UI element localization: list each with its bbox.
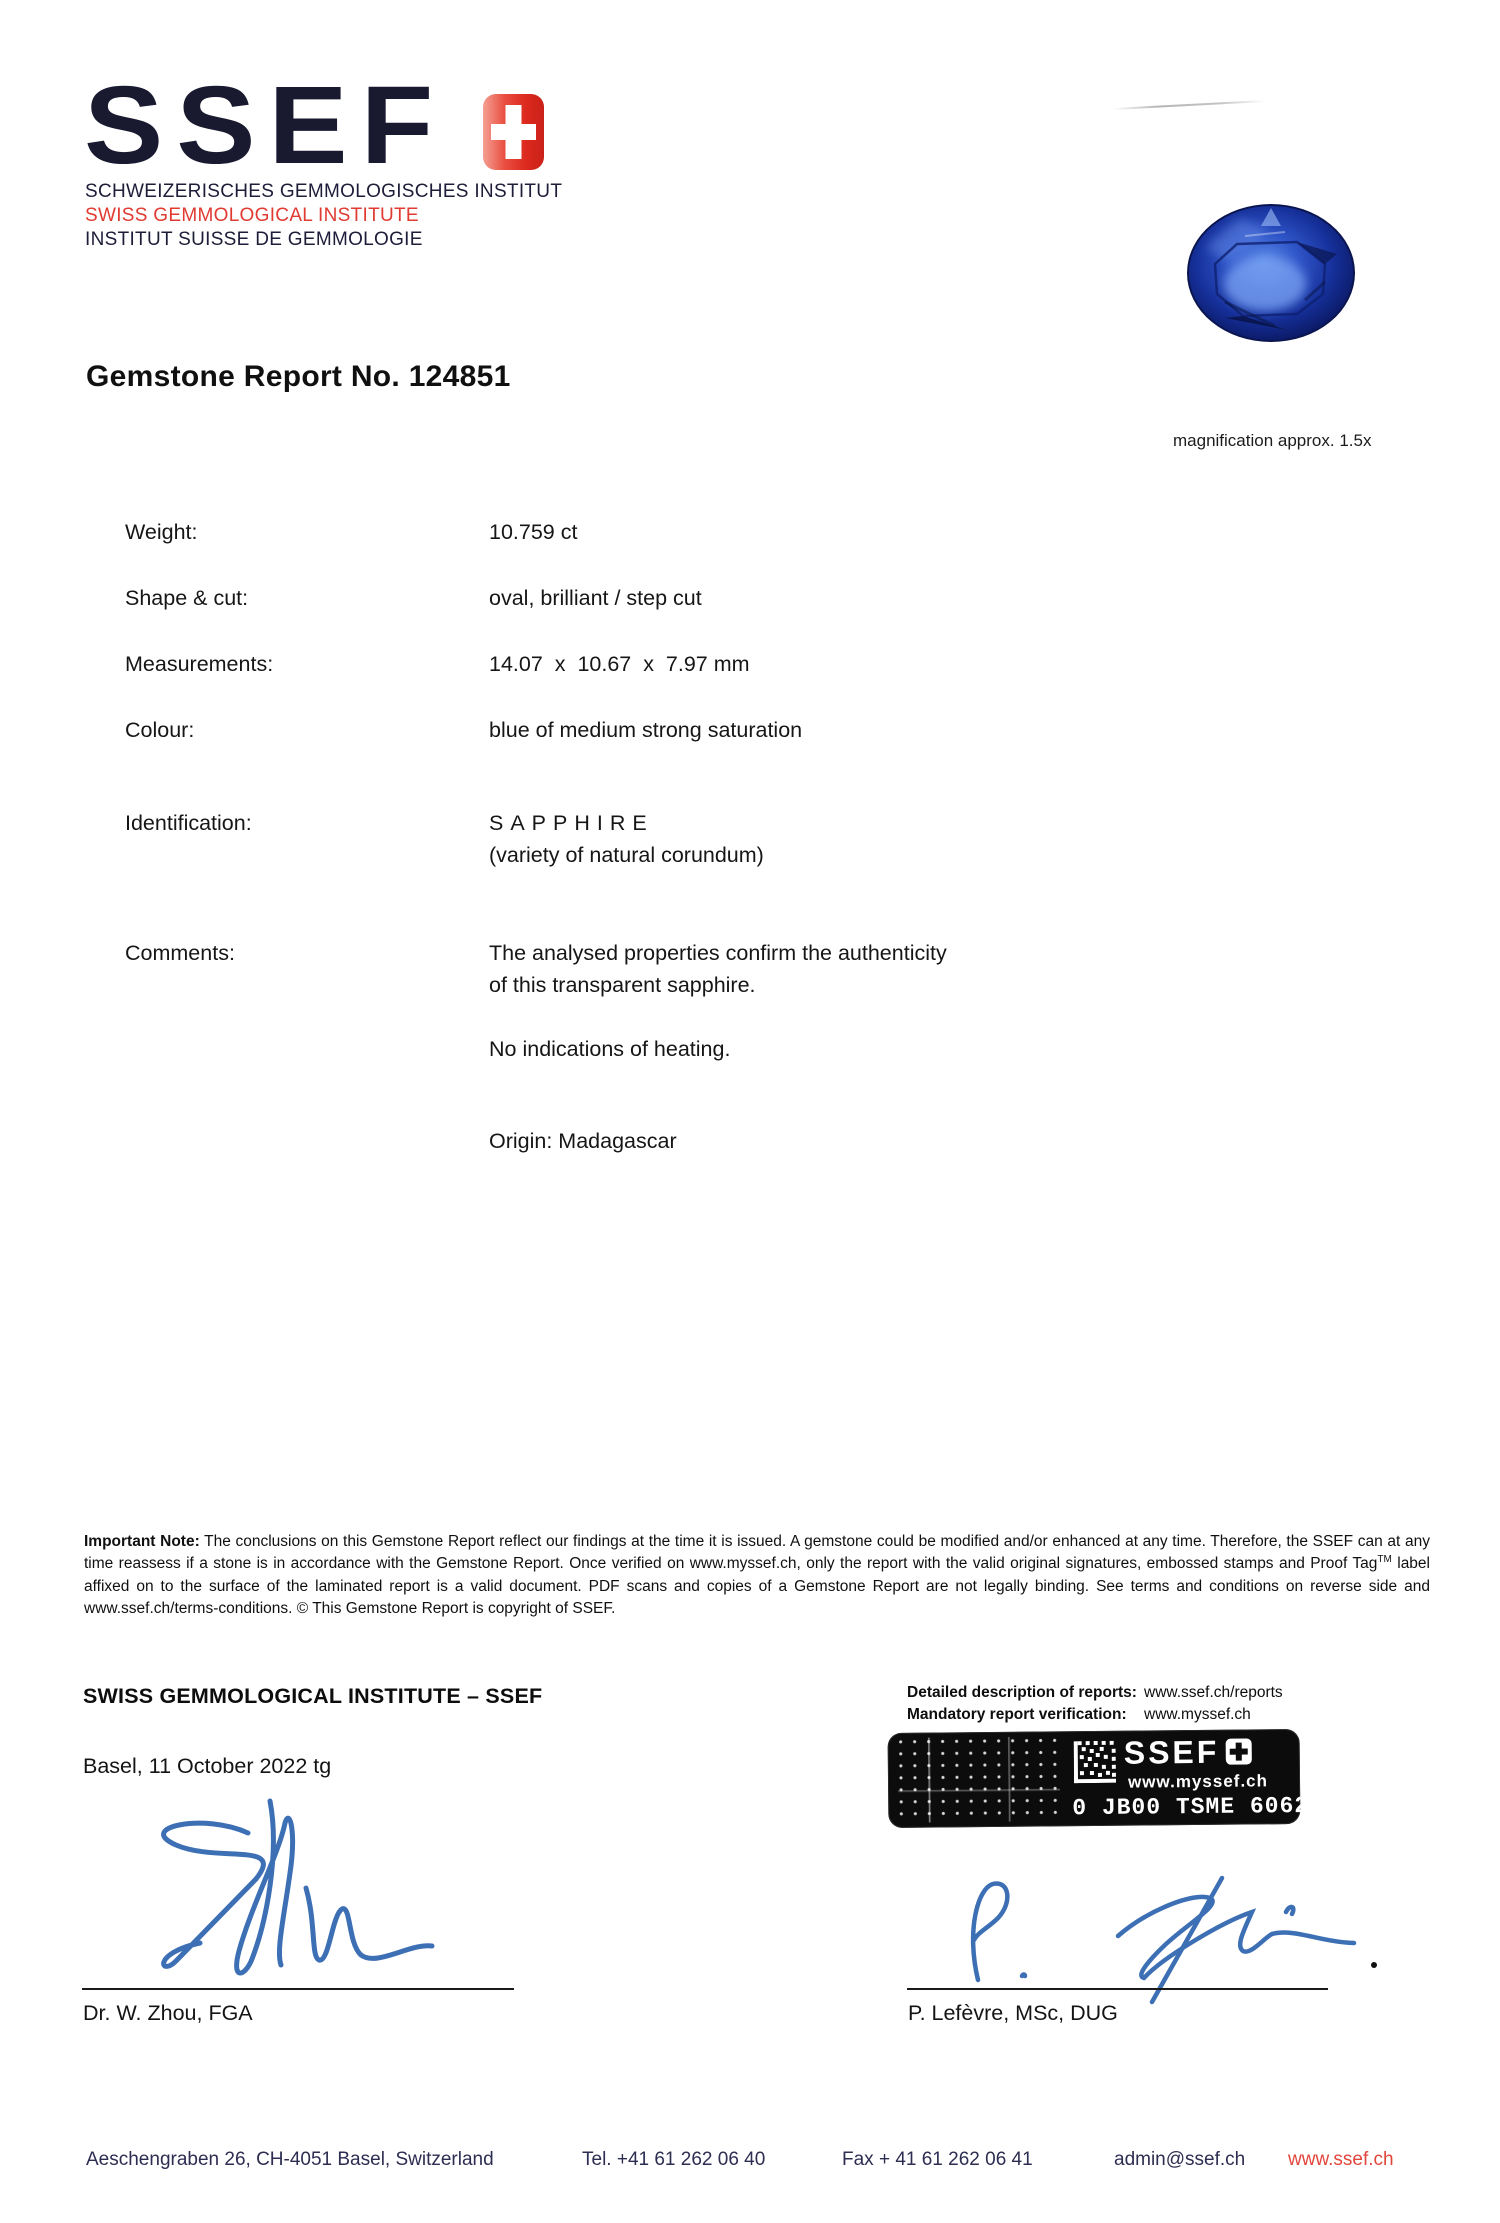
issuer-heading: SWISS GEMMOLOGICAL INSTITUTE – SSEF (83, 1684, 543, 1708)
ink-dot (1371, 1962, 1377, 1968)
field-label-weight: Weight: (125, 520, 198, 544)
signature-right-ink (890, 1850, 1370, 2010)
field-value-colour: blue of medium strong saturation (489, 718, 803, 742)
important-note-label: Important Note: (84, 1533, 200, 1550)
logo-line-german: SCHWEIZERISCHES GEMMOLOGISCHES INSTITUT (85, 181, 563, 202)
signature-line-left (82, 1988, 514, 1990)
swiss-cross-icon (483, 94, 544, 170)
field-label-measurements: Measurements: (125, 652, 274, 676)
data-matrix-icon (1074, 1741, 1116, 1783)
field-value-weight: 10.759 ct (489, 520, 578, 544)
comments-no-heating: No indications of heating. (489, 1037, 731, 1061)
scan-artifact (1113, 100, 1265, 110)
verification-row-mandatory (907, 1706, 1251, 1724)
label-brand-text: SSEF (1123, 1733, 1220, 1771)
footer-website: www.ssef.ch (1288, 2149, 1394, 2170)
footer-email: admin@ssef.ch (1114, 2149, 1246, 2170)
verification-label: Mandatory report verification: (907, 1706, 1127, 1723)
hologram-speckle (898, 1736, 1061, 1823)
description-url: www.ssef.ch/reports (1144, 1684, 1283, 1701)
footer-address: Aeschengraben 26, CH-4051 Basel, Switzerland (86, 2149, 494, 2170)
signature-line-right (907, 1988, 1328, 1990)
label-brand (1124, 1732, 1252, 1771)
signature-left-ink (80, 1793, 440, 1993)
issue-date-line: Basel, 11 October 2022 tg (83, 1754, 332, 1778)
logo-line-french: INSTITUT SUISSE DE GEMMOLOGIE (85, 229, 423, 250)
field-value-measurements: 14.07 x 10.67 x 7.97 mm (489, 652, 750, 676)
description-label: Detailed description of reports: (907, 1684, 1137, 1701)
field-label-identification: Identification: (125, 811, 252, 835)
footer-tel: Tel. +41 61 262 06 40 (582, 2149, 766, 2170)
trademark-superscript: TM (1377, 1554, 1392, 1566)
logo-line-english: SWISS GEMMOLOGICAL INSTITUTE (85, 205, 419, 226)
field-label-colour: Colour: (125, 718, 195, 742)
verification-url: www.myssef.ch (1144, 1706, 1251, 1723)
signatory-name-left: Dr. W. Zhou, FGA (83, 2001, 253, 2025)
field-label-comments: Comments: (125, 941, 235, 965)
report-title: Gemstone Report No. 124851 (86, 360, 511, 393)
label-url: www.myssef.ch (1127, 1771, 1269, 1792)
identification-variety: (variety of natural corundum) (489, 843, 764, 867)
comments-line-1: The analysed properties confirm the authenticity (489, 941, 947, 965)
comments-line-2: of this transparent sapphire. (489, 973, 756, 997)
ssef-logo-wordmark: SSEF (84, 64, 447, 187)
label-cross-icon (1225, 1738, 1251, 1764)
sapphire-photo (1185, 202, 1357, 344)
important-note-text-1: The conclusions on this Gemstone Report reflect our findings at the time it is issued. A gemstone could be modified and/or enhanced at any time. Therefore, the SSEF can at any time reassess if a stone is in accordance with the Gemstone Report. Once verified on www.myssef.ch, only the report with the valid original signatures, embossed stamps and Proof Tag (84, 1533, 1430, 1573)
label-code: 0 JB00 TSME 60622 (1072, 1792, 1325, 1822)
verification-row-description (907, 1684, 1283, 1702)
important-note-text-2: label affixed on to the surface of the laminated report is a valid document. PDF scans and copies of a Gemstone Report are not legally binding. See terms and conditions on reverse side and www.ssef.ch/terms-conditions. © This Gemstone Report is copyright of SSEF. (84, 1555, 1430, 1617)
security-label (888, 1729, 1325, 1828)
comments-origin: Origin: Madagascar (489, 1129, 677, 1153)
identification-value: SAPPHIRE (489, 811, 654, 835)
footer-fax: Fax + 41 61 262 06 41 (842, 2149, 1033, 2170)
magnification-caption: magnification approx. 1.5x (1173, 431, 1372, 450)
field-value-shape: oval, brilliant / step cut (489, 586, 702, 610)
signatory-name-right: P. Lefèvre, MSc, DUG (908, 2001, 1118, 2025)
important-note (84, 1531, 1430, 1620)
field-label-shape: Shape & cut: (125, 586, 249, 610)
